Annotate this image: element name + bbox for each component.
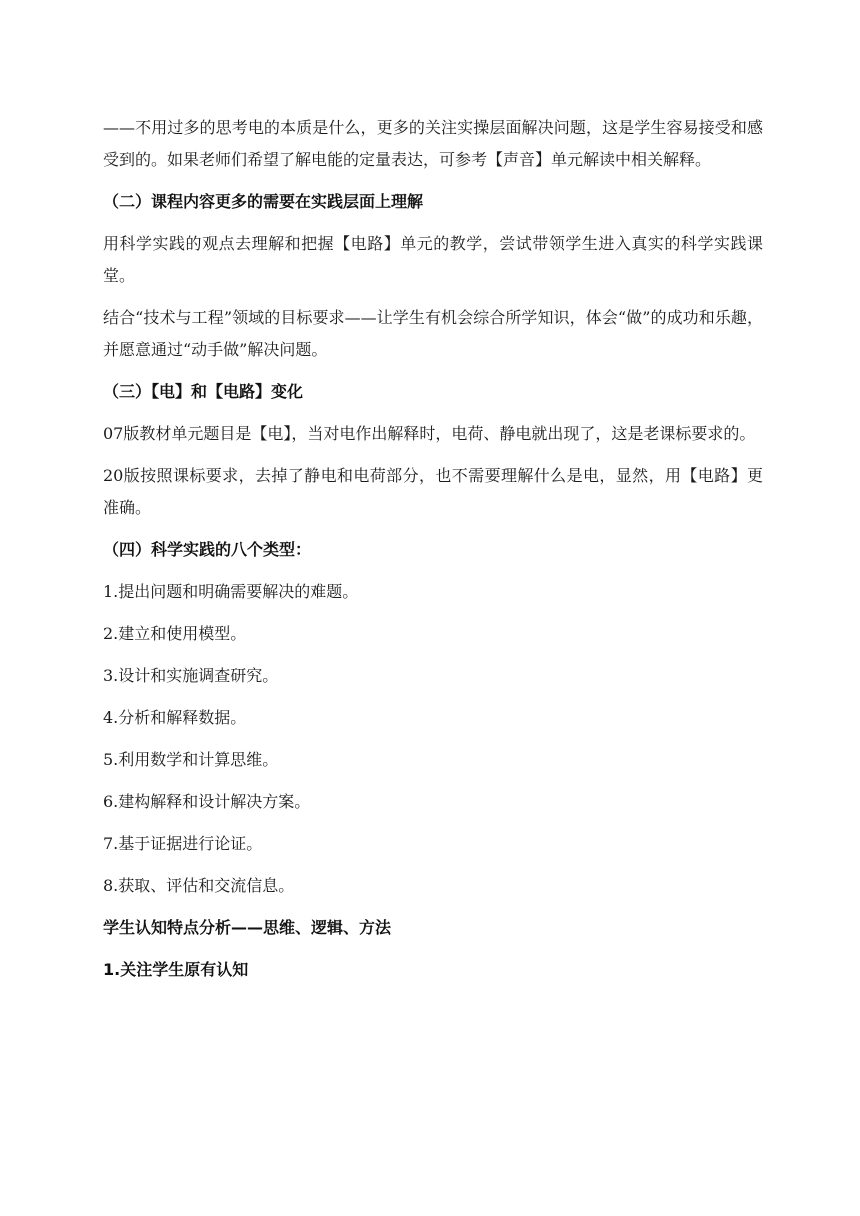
paragraph-change-1: 07版教材单元题目是【电】，当对电作出解释时，电荷、静电就出现了，这是老课标要求的。 [103, 424, 756, 443]
intro-paragraph: ——不用过多的思考电的本质是什么，更多的关注实操层面解决问题，这是学生容易接受和感受到的。如果老师们希望了解电能的定量表达，可参考【声音】单元解读中相关解释。 [103, 118, 763, 169]
subheading-prior-knowledge: 1.关注学生原有认知 [103, 960, 249, 979]
section-heading-cognition: 学生认知特点分析——思维、逻辑、方法 [103, 918, 392, 937]
paragraph-practice-1: 用科学实践的观点去理解和把握【电路】单元的教学，尝试带领学生进入真实的科学实践课堂。 [103, 234, 763, 285]
list-item: 2.建立和使用模型。 [103, 624, 247, 643]
list-item: 3.设计和实施调查研究。 [103, 666, 279, 685]
document-body [103, 112, 763, 996]
section-heading-practice-types: （四）科学实践的八个类型： [103, 540, 312, 559]
list-item: 7.基于证据进行论证。 [103, 834, 263, 853]
paragraph-change-2: 20版按照课标要求，去掉了静电和电荷部分，也不需要理解什么是电，显然，用【电路】更准确。 [103, 466, 763, 517]
list-item: 5.利用数学和计算思维。 [103, 750, 279, 769]
list-item: 4.分析和解释数据。 [103, 708, 247, 727]
section-heading-change: （三）【电】和【电路】变化 [103, 382, 304, 401]
list-item: 8.获取、评估和交流信息。 [103, 876, 295, 895]
list-item: 1.提出问题和明确需要解决的难题。 [103, 582, 359, 601]
paragraph-practice-2: 结合“技术与工程”领域的目标要求——让学生有机会综合所学知识，体会“做”的成功和乐趣，并愿意通过“动手做”解决问题。 [103, 308, 763, 359]
section-heading-practice: （二）课程内容更多的需要在实践层面上理解 [103, 192, 424, 211]
list-item: 6.建构解释和设计解决方案。 [103, 792, 311, 811]
